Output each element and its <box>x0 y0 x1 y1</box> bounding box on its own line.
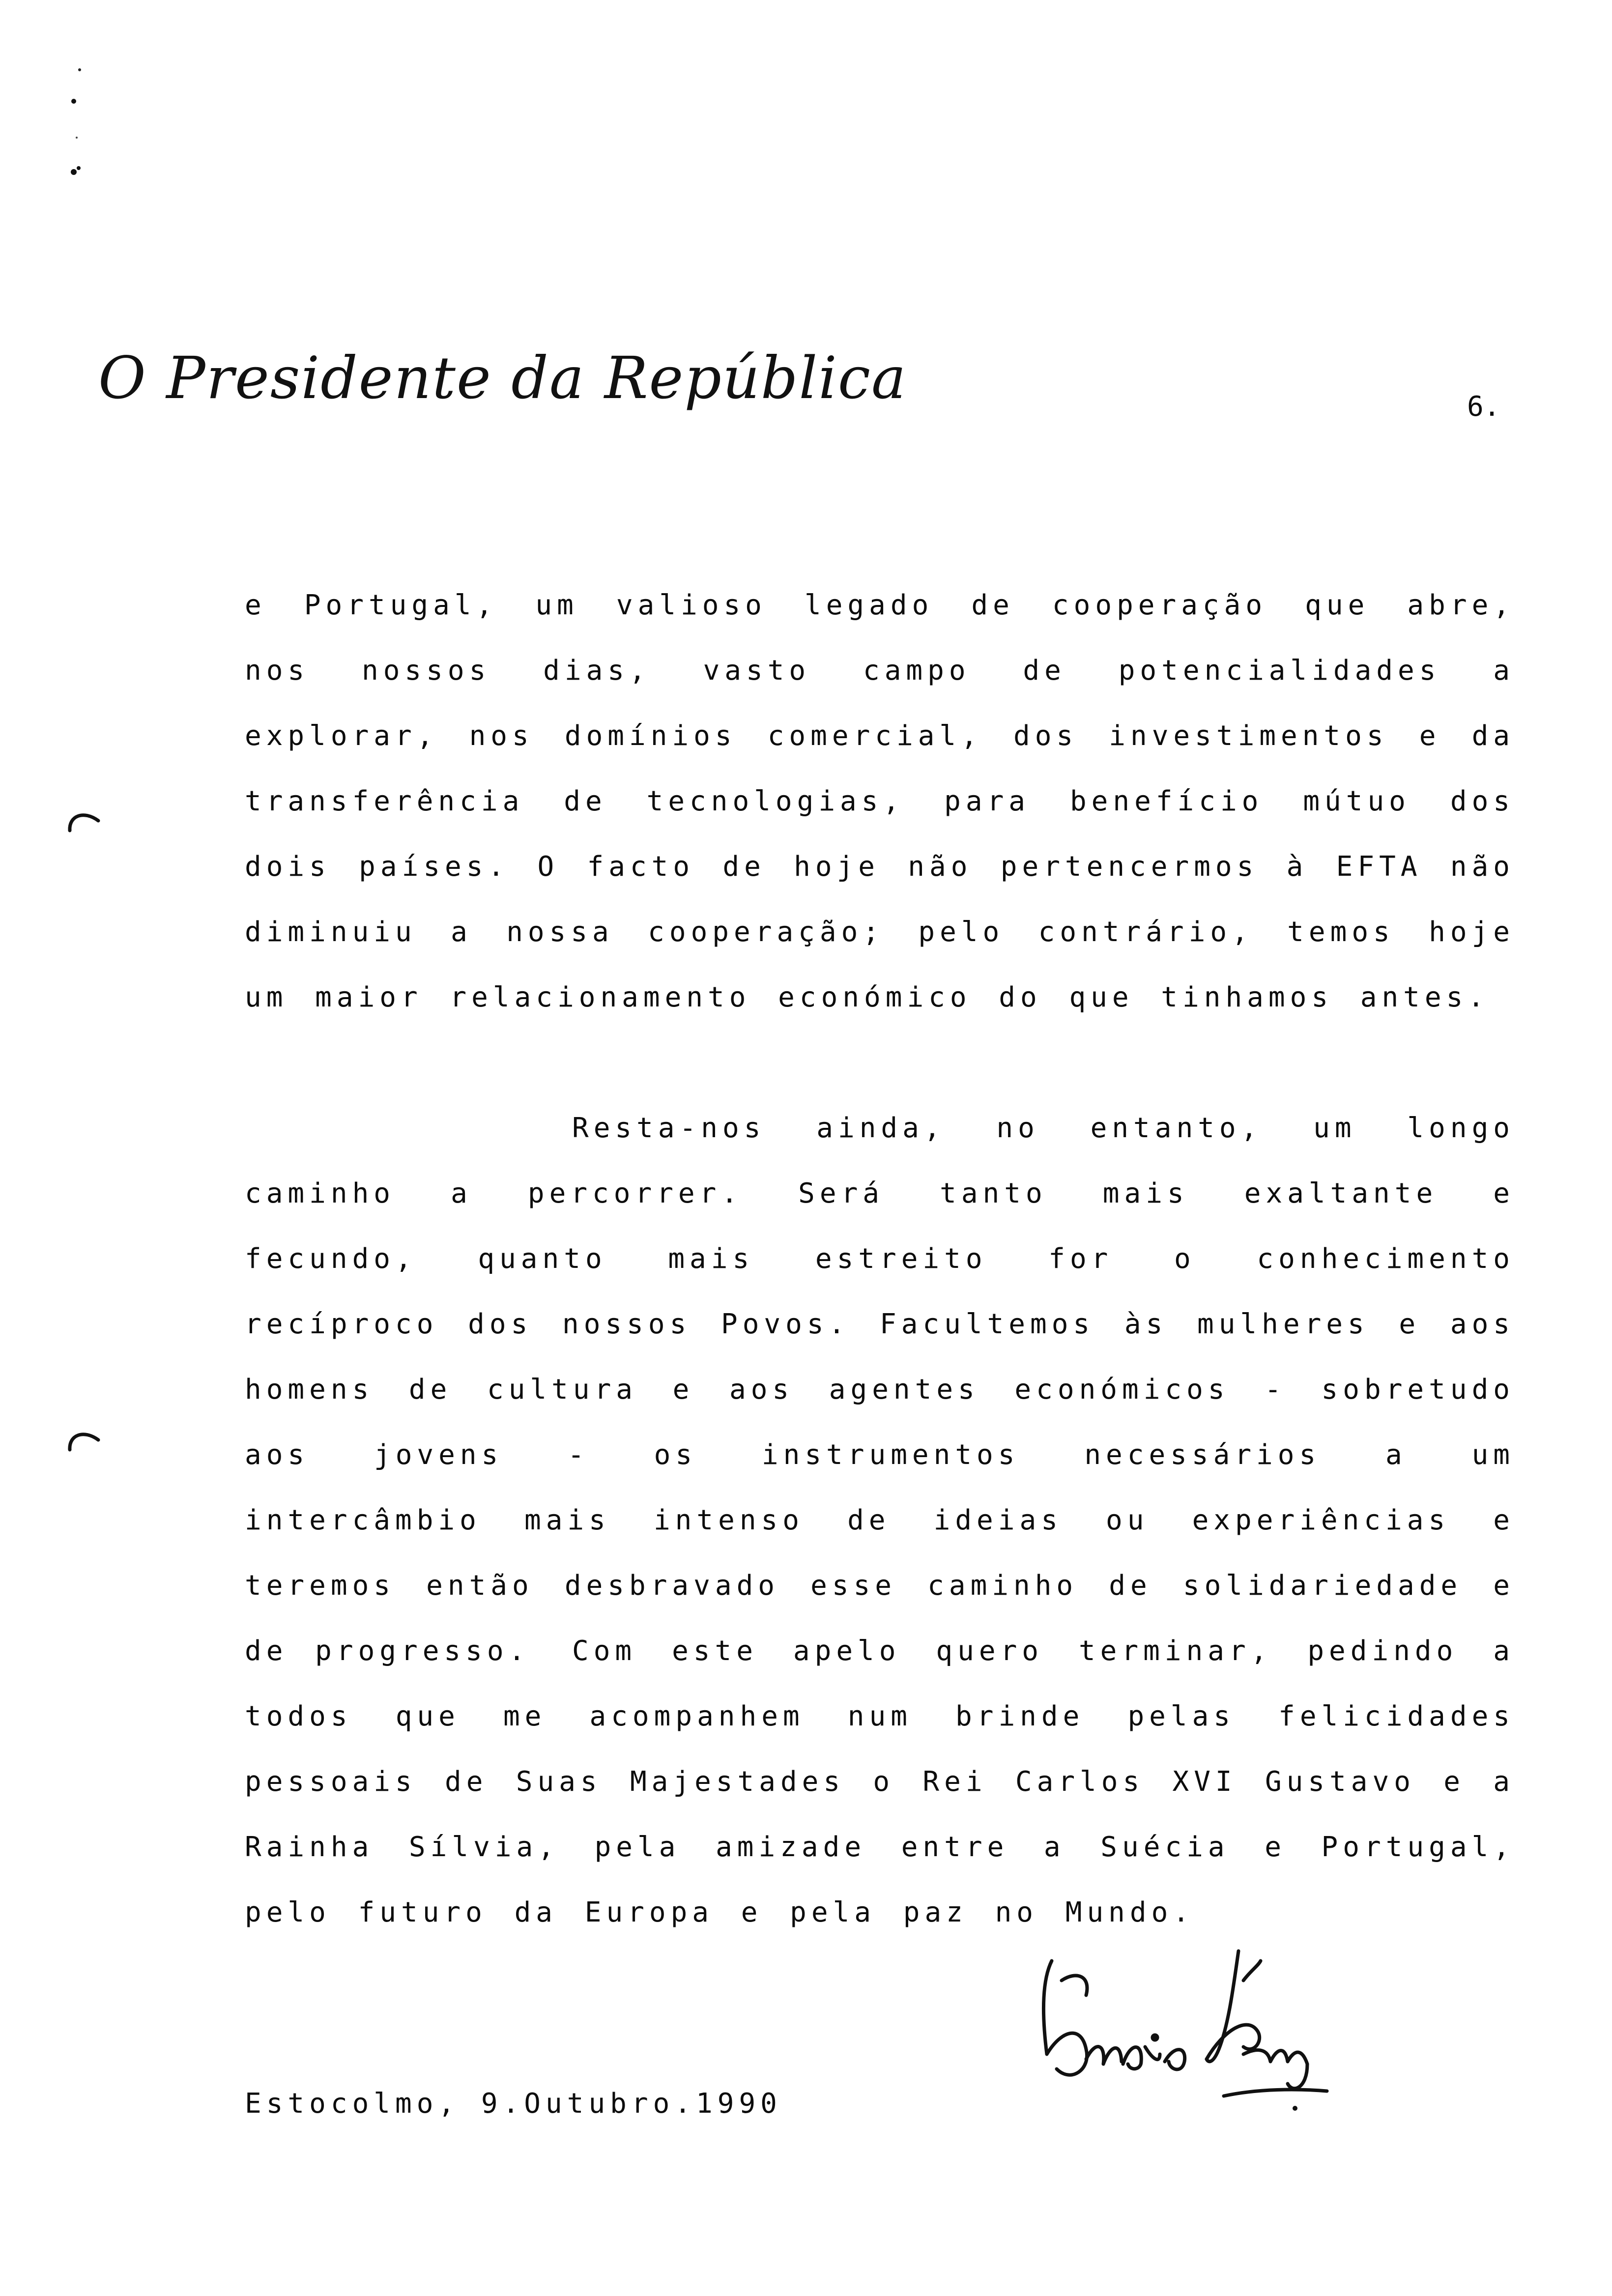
letterhead-title: O Presidente da República <box>98 344 907 412</box>
page-number: 6. <box>1467 391 1500 423</box>
punch-hole-mark <box>59 1425 108 1455</box>
body-paragraph-3: Com este apelo quero terminar, pedindo a todos que me acompanhem num brinde pelas felicidades pessoais de Suas Majestades o Rei Carlos XVI Gustavo e a Rainha Sílvia, pela amizade entre a Suécia e Portugal, pelo futuro da Europa e pela paz no Mundo. <box>245 1635 1515 1928</box>
body-paragraph-1: e Portugal, um valioso legado de cooperação que abre, nos nossos dias, vasto campo de potencialidades a explorar, nos domínios comercial, dos investimentos e da transferência de tecnologias, para benefício mútuo dos dois países. O facto de hoje não pertencermos à EFTA não diminuiu a nossa cooperação; pelo contrário, temos hoje um maior relacionamento económico do que tinhamos antes. <box>245 589 1515 1013</box>
margin-specks <box>54 64 93 192</box>
handwritten-signature <box>1012 1941 1332 2113</box>
punch-hole-mark <box>59 806 108 835</box>
place-and-date: Estocolmo, 9.Outubro.1990 <box>245 2088 782 2120</box>
body-paragraph-2: Resta-nos ainda, no entanto, um longo caminho a percorrer. Será tanto mais exaltante e fecundo, quanto mais estreito for o conhecimento recíproco dos nossos Povos. Facultemos às mulheres e aos homens de cultura e aos agentes económicos - sobretudo aos jovens - os instrumentos necessários a um intercâmbio mais intenso de ideias ou experiências e teremos então desbravado esse caminho de solidariedade e de progresso. <box>245 1112 1515 1667</box>
